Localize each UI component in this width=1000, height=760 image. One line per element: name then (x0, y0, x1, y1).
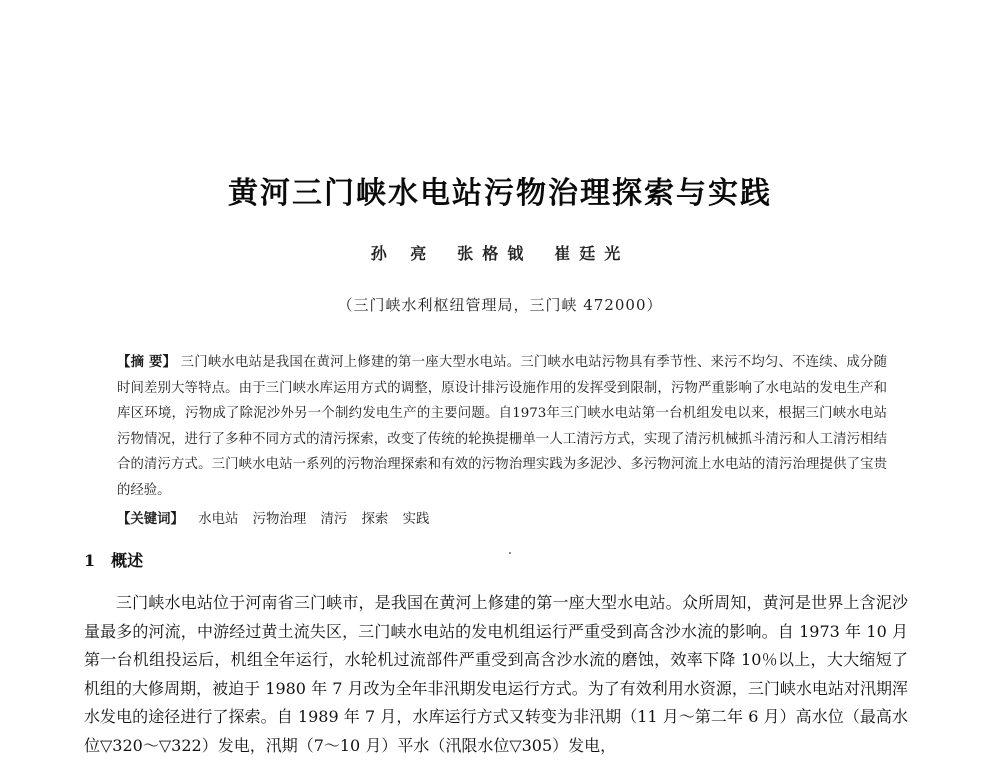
keyword-2: 污物治理 (252, 512, 307, 527)
scan-speck (509, 552, 511, 554)
author-1: 孙 亮 (370, 244, 436, 263)
author-3: 崔廷光 (554, 244, 630, 263)
author-list (0, 241, 1000, 264)
abstract-text: 三门峡水电站是我国在黄河上修建的第一座大型水电站。三门峡水电站污物具有季节性、来污不均匀、不连续、成分随时间差别大等特点。由于三门峡水库运用方式的调整，原设计排污设施作用的发挥受到限制，污物严重影响了水电站的发电生产和库区环境，污物成了除泥沙外另一个制约发电生产的主要问题。自1973年三门峡水电站第一台机组发电以来，根据三门峡水电站污物情况，进行了多种不同方式的清污探索，改变了传统的轮换提栅单一人工清污方式，实现了清污机械抓斗清污和人工清污相结合的清污方式。三门峡水电站一系列的污物治理探索和有效的污物治理实践为多泥沙、多污物河流上水电站的清污治理提供了宝贵的经验。 (117, 355, 887, 498)
abstract-label: 【摘 要】 (117, 354, 177, 370)
keywords-label: 【关键词】 (117, 511, 184, 527)
keyword-5: 实践 (402, 512, 430, 527)
section-number: 1 (84, 551, 96, 570)
paper-title: 黄河三门峡水电站污物治理探索与实践 (228, 176, 772, 211)
abstract (117, 350, 887, 503)
body-text (84, 589, 908, 760)
keyword-1: 水电站 (198, 512, 239, 527)
author-2: 张格钺 (457, 244, 533, 263)
keyword-4: 探索 (361, 512, 389, 527)
section-heading (84, 548, 143, 571)
section-title: 概述 (111, 551, 144, 570)
keywords (117, 508, 429, 527)
keyword-3: 清污 (320, 512, 348, 527)
affiliation: （三门峡水利枢纽管理局，三门峡 472000） (337, 296, 663, 314)
body-paragraph: 三门峡水电站位于河南省三门峡市，是我国在黄河上修建的第一座大型水电站。众所周知，黄河是世界上含泥沙量最多的河流，中游经过黄土流失区，三门峡水电站的发电机组运行严重受到高含沙水流的影响。自 1973 年 10 月第一台机组投运后，机组全年运行，水轮机过流部件严重受到高含沙水流的磨蚀，效率下降 10％以上，大大缩短了机组的大修周期，被迫于 1980 年 7 月改为全年非汛期发电运行方式。为了有效利用水资源，三门峡水电站对汛期浑水发电的途径进行了探索。自 1989 年 7 月，水库运行方式又转变为非汛期（11 月～第二年 6 月）高水位（最高水位▽320～▽322）发电，汛期（7～10 月）平水（汛限水位▽305）发电， (84, 593, 908, 755)
